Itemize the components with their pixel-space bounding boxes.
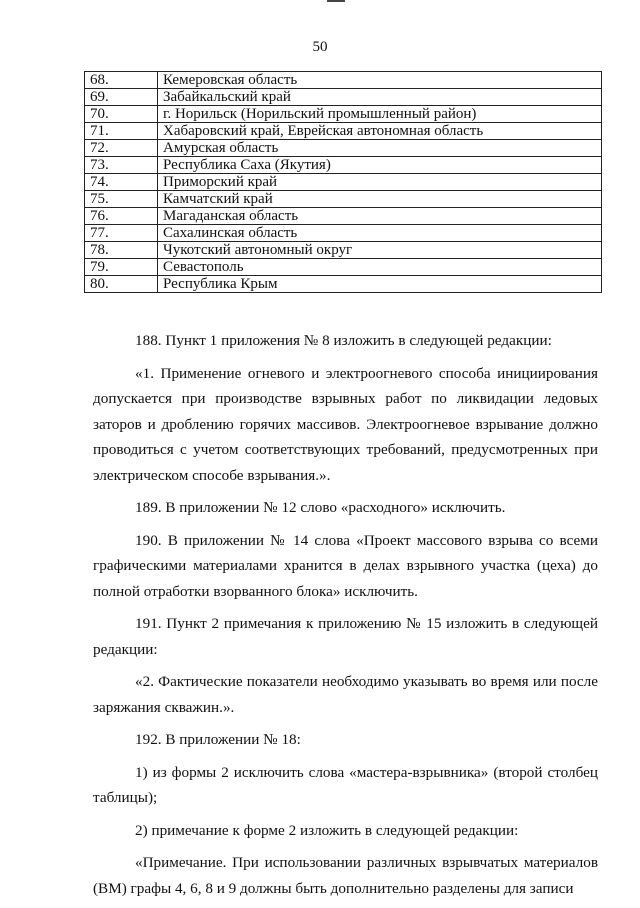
row-number: 72. <box>85 140 158 157</box>
region-name: Приморский край <box>158 174 602 191</box>
row-number: 74. <box>85 174 158 191</box>
row-number: 78. <box>85 242 158 259</box>
region-name: Республика Саха (Якутия) <box>158 157 602 174</box>
table-row <box>85 191 602 208</box>
paragraph-note: «Примечание. При использовании различных взрывчатых материалов (ВМ) графы 4, 6, 8 и 9 должны быть дополнительно разделены для записи <box>93 854 598 897</box>
table-row <box>85 157 602 174</box>
region-name: Магаданская область <box>158 208 602 225</box>
region-name: Амурская область <box>158 140 602 157</box>
paragraph-quote-2: «2. Фактические показатели необходимо указывать во время или после заряжания скважин.». <box>93 673 598 716</box>
region-name: Севастополь <box>158 259 602 276</box>
table-row <box>85 259 602 276</box>
top-scan-mark <box>327 0 345 2</box>
paragraph-192-item-1: 1) из формы 2 исключить слова «мастера-взрывника» (второй столбец таблицы); <box>93 763 598 806</box>
region-name: г. Норильск (Норильский промышленный район) <box>158 106 602 123</box>
table-row <box>85 72 602 89</box>
region-name: Забайкальский край <box>158 89 602 106</box>
row-number: 68. <box>85 72 158 89</box>
table-row <box>85 106 602 123</box>
region-name: Сахалинская область <box>158 225 602 242</box>
table-row <box>85 242 602 259</box>
row-number: 69. <box>85 89 158 106</box>
row-number: 77. <box>85 225 158 242</box>
region-name: Хабаровский край, Еврейская автономная область <box>158 123 602 140</box>
table-row <box>85 276 602 293</box>
paragraph-192-item-2: 2) примечание к форме 2 изложить в следующей редакции: <box>135 821 519 839</box>
paragraph-192: 192. В приложении № 18: <box>135 731 301 748</box>
table-row <box>85 174 602 191</box>
table-row <box>85 140 602 157</box>
table-row <box>85 89 602 106</box>
regions-table <box>84 71 602 293</box>
paragraph-189: 189. В приложении № 12 слово «расходного» исключить. <box>135 499 506 516</box>
row-number: 76. <box>85 208 158 225</box>
paragraph-190: 190. В приложении № 14 слова «Проект массового взрыва со всеми графическими материалами хранится в делах взрывного участка (цеха) до полной отработки взорванного блока» исключить. <box>93 531 598 600</box>
region-name: Кемеровская область <box>158 72 602 89</box>
table-row <box>85 225 602 242</box>
row-number: 71. <box>85 123 158 140</box>
row-number: 75. <box>85 191 158 208</box>
row-number: 79. <box>85 259 158 276</box>
row-number: 70. <box>85 106 158 123</box>
paragraph-191: 191. Пункт 2 примечания к приложению № 15 изложить в следующей редакции: <box>93 615 598 658</box>
region-name: Республика Крым <box>158 276 602 293</box>
table-row <box>85 123 602 140</box>
table-row <box>85 208 602 225</box>
row-number: 73. <box>85 157 158 174</box>
region-name: Чукотский автономный округ <box>158 242 602 259</box>
paragraph-quote-1: «1. Применение огневого и электроогневого способа инициирования допускается при производстве взрывных работ по ликвидации ледовых заторов и дроблению горячих массивов. Электроогневое взрывание должно проводиться с учетом соответствующих требований, предусмотренных при электрическом способе взрывания.». <box>93 364 598 484</box>
paragraph-188: 188. Пункт 1 приложения № 8 изложить в следующей редакции: <box>135 332 552 349</box>
region-name: Камчатский край <box>158 191 602 208</box>
row-number: 80. <box>85 276 158 293</box>
body-text <box>93 328 598 908</box>
page-number: 50 <box>312 39 328 55</box>
